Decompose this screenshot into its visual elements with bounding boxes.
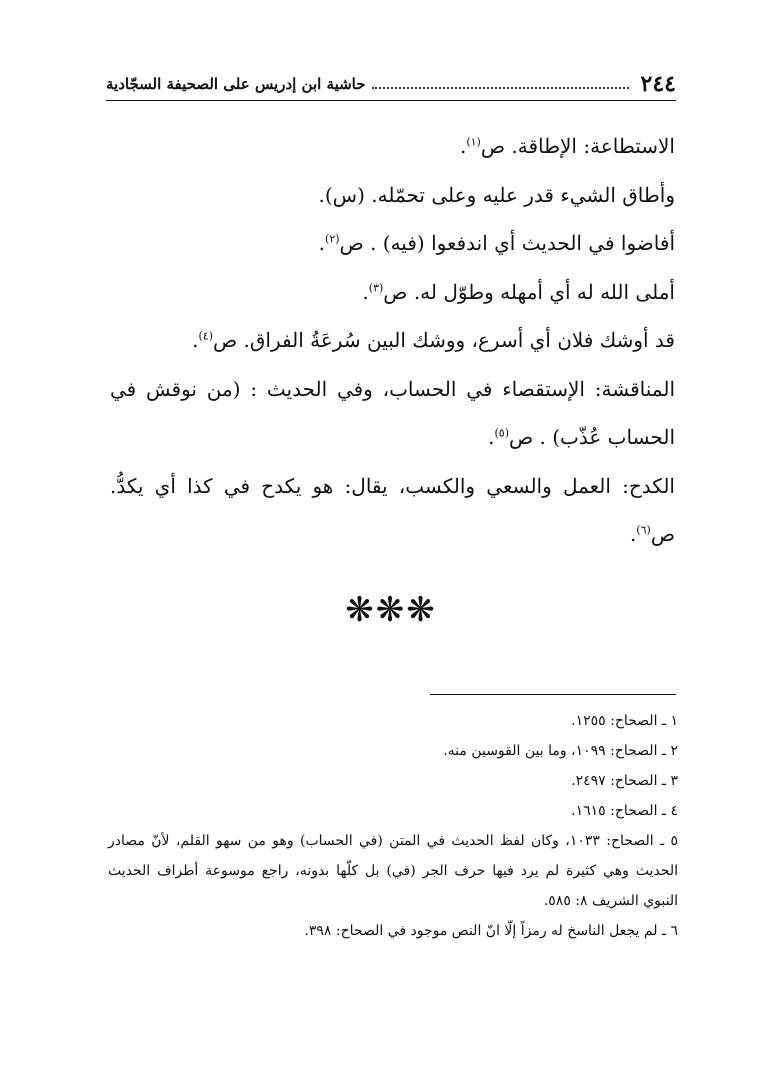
entry-afaadu <box>110 219 675 268</box>
footnote-separator <box>430 694 676 695</box>
entry-istitaah <box>110 122 675 171</box>
footnote-ref: (١) <box>466 135 481 149</box>
footnote-ref: (٢) <box>325 232 340 246</box>
main-text <box>110 122 675 559</box>
entry-awshak <box>110 316 675 365</box>
entry-munaqasha <box>110 365 675 462</box>
entry-text: وأطاق الشيء قدر عليه وعلى تحمّله. (س). <box>318 182 675 207</box>
entry-tail: . <box>459 134 467 158</box>
footnote-5: ٥ ـ الصحاح: ١٠٣٣، وكان لفظ الحديث في المتن (في الحساب) وهو من سهو القلم، لأنّ مصادر الحديث وهي كثيرة لم يرد فيها حرف الجر (في) بل كلّها بدونه، راجع موسوعة أطراف الحديث النبوي الشريف ٨: ٥٨٥. <box>108 833 678 909</box>
footnote-3: ٣ ـ الصحاح: ٢٤٩٧. <box>571 773 678 789</box>
entry-text: أملى الله له أي أمهله وطوّل له. ص <box>383 279 675 304</box>
footnotes <box>108 706 678 946</box>
footnote-ref: (٦) <box>636 523 651 537</box>
entry-tail: . <box>362 279 369 304</box>
entry-tail: . <box>192 328 199 352</box>
entry-text: الكدح: العمل والسعي والكسب، يقال: هو يكدح في كذا أي يكدُّ. ص <box>110 473 675 546</box>
header-leader-dots <box>372 87 629 89</box>
footnote-ref: (٤) <box>198 329 214 343</box>
entry-kadh <box>110 462 675 559</box>
footnote-ref: (٣) <box>368 280 384 294</box>
footnote-1: ١ ـ الصحاح: ١٢٥٥. <box>571 713 678 729</box>
running-title: حاشية ابن إدريس على الصحيفة السجّادية <box>106 75 366 93</box>
entry-text: أفاضوا في الحديث أي اندفعوا (فيه) . ص <box>339 231 675 255</box>
section-ornament: ❋❋❋ <box>345 590 437 630</box>
footnote-6: ٦ ـ لم يجعل الناسخ له رمزاً إلّا انّ النص موجود في الصحاح: ٣٩٨. <box>304 923 678 939</box>
page-number: ٢٤٤ <box>640 71 676 97</box>
entry-tail: . <box>488 425 495 449</box>
footnote-ref: (٥) <box>494 426 509 440</box>
entry-amla <box>110 268 675 317</box>
page-header <box>106 68 676 101</box>
entry-ataaq <box>110 171 675 220</box>
footnote-2: ٢ ـ الصحاح: ١٠٩٩، وما بين القوسين منه. <box>443 743 678 759</box>
entry-text: الاستطاعة: الإطاقة. ص <box>480 134 675 158</box>
footnote-4: ٤ ـ الصحاح: ١٦١٥. <box>571 803 678 819</box>
entry-text: قد أوشك فلان أي أسرع، ووشك البين سُرعَةُ الفراق. ص <box>213 328 675 352</box>
entry-tail: . <box>629 522 637 546</box>
entry-text: المناقشة: الإستقصاء في الحساب، وفي الحديث : (من نوقش في الحساب عُذّب) . ص <box>110 376 675 449</box>
entry-tail: . <box>318 231 326 255</box>
